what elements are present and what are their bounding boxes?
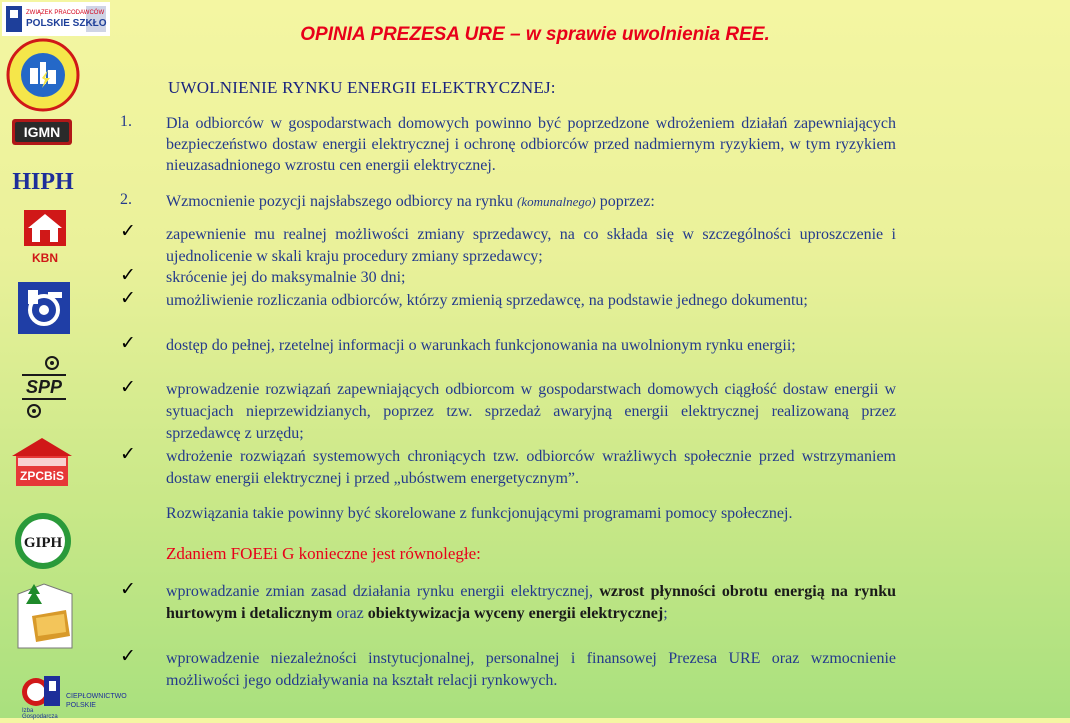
checklist-item: dostęp do pełnej, rzetelnej informacji o warunkach funkcjonowania na uwolnionym rynku energii;	[166, 337, 796, 354]
conclusion-text: Rozwiązania takie powinny być skorelowane z funkcjonującymi programami pomocy społecznej.	[166, 505, 793, 522]
checklist-item: wprowadzenie rozwiązań zapewniających odbiorcom w gospodarstwach domowych ciągłość dostaw energii w sytuacjach nieprzewidzianych, poprzez tzw. sprzedaż awaryjną energii elektrycznej realizowaną przez sprzedawcę z urzędu;	[166, 381, 896, 442]
kbn-text: KBN	[32, 251, 58, 265]
final-item-1	[166, 581, 896, 625]
point-2-text-after: poprzez:	[595, 193, 655, 210]
point-2-text	[166, 191, 896, 212]
point-1-number: 1.	[120, 113, 132, 130]
checklist-item: wdrożenie rozwiązań systemowych chroniących tzw. odbiorców wrażliwych społecznie przed wstrzymaniem dostaw energii elektrycznej i przed „ubóstwem energetycznym”.	[166, 448, 896, 487]
cp-line4: POLSKIE	[66, 702, 96, 709]
spp-text: SPP	[25, 377, 63, 397]
cp-line2: Gospodarcza	[22, 714, 58, 720]
point-2-number: 2.	[120, 191, 132, 208]
wood-industry-logo	[12, 580, 78, 656]
polskie-szklo-line2: POLSKIE SZKŁO	[26, 18, 107, 29]
zpcbis-logo	[10, 436, 74, 488]
giph-text: GIPH	[23, 535, 63, 551]
final-item-1-a: wprowadzanie zmian zasad działania rynku energii elektrycznej,	[166, 583, 600, 600]
polskie-szklo-line1: ZWIĄZEK PRACODAWCÓW	[26, 10, 105, 16]
check-icon: ✓	[120, 264, 136, 286]
tools-logo	[18, 282, 70, 334]
check-icon: ✓	[120, 332, 136, 354]
checklist-item: zapewnienie mu realnej możliwości zmiany sprzedawcy, na co składa się w szczególności uproszczenie i ujednolicenie w skali kraju procedury zmiany sprzedawcy;	[166, 226, 896, 265]
igmn-logo	[12, 119, 72, 145]
checklist-item: umożliwienie rozliczania odbiorców, którzy zmienią sprzedawcę, na podstawie jednego dokumentu;	[166, 292, 808, 309]
cp-line1: Izba	[22, 708, 34, 714]
final-item-1-d: obiektywizacja wyceny energii elektrycznej	[367, 605, 664, 622]
checklist-item: skrócenie jej do maksymalnie 30 dni;	[166, 269, 406, 286]
cp-line3: CIEPŁOWNICTWO	[66, 693, 127, 700]
giph-logo	[14, 512, 72, 570]
point-2-text-main: Wzmocnienie pozycji najsłabszego odbiorcy na rynku	[166, 193, 517, 210]
cieplownictwo-logo	[20, 672, 127, 720]
point-2-text-italic: (komunalnego)	[517, 194, 596, 209]
final-item-2: wprowadzenie niezależności instytucjonalnej, personalnej i finansowej Prezesa URE oraz wzmocnienie możliwości jego oddziaływania na kształt relacji rynkowych.	[166, 650, 896, 689]
final-item-1-e: ;	[663, 605, 668, 622]
logo-sidebar	[0, 0, 127, 720]
zpcbis-text: ZPCBiS	[19, 469, 65, 483]
foeeig-heading: Zdaniem FOEEi G konieczne jest równoległe:	[166, 544, 481, 563]
igmn-text: IGMN	[23, 124, 61, 140]
final-item-1-c: oraz	[332, 605, 368, 622]
industry-circle-logo	[6, 38, 80, 112]
check-icon: ✓	[120, 443, 136, 465]
kbn-logo	[20, 208, 70, 266]
check-icon: ✓	[120, 578, 136, 600]
check-icon: ✓	[120, 220, 136, 242]
final-item-1-b: wzrost płynności obrotu energią na rynku hurtowym i detalicznym	[166, 583, 896, 622]
hiph-text: HIPH	[12, 169, 74, 195]
spp-logo	[20, 355, 68, 419]
check-icon: ✓	[120, 287, 136, 309]
check-icon: ✓	[120, 645, 136, 667]
slide-title: OPINIA PREZESA URE – w sprawie uwolnienia REE.	[300, 24, 770, 45]
section-heading: UWOLNIENIE RYNKU ENERGII ELEKTRYCZNEJ:	[168, 78, 556, 97]
check-icon: ✓	[120, 376, 136, 398]
point-1-text: Dla odbiorców w gospodarstwach domowych powinno być poprzedzone wdrożeniem działań zapewniających bezpieczeństwo dostaw energii elektrycznej i ochronę odbiorców przed nadmiernym ryzykiem, w tym ryzykiem nieuzasadnionego wzrostu cen energii elektrycznej.	[166, 115, 896, 174]
hiph-logo	[12, 165, 74, 195]
